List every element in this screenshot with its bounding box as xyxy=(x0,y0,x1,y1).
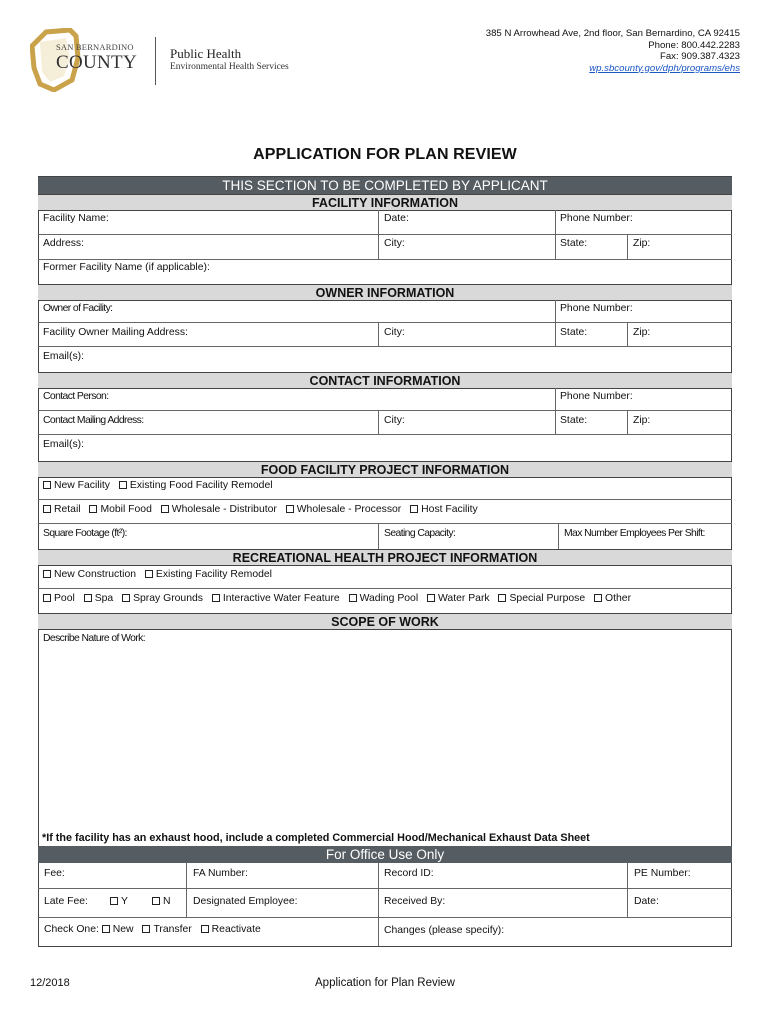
food-opt[interactable]: Retail xyxy=(43,504,81,515)
facility-date-field[interactable]: Date: xyxy=(384,213,409,224)
received-by-field[interactable]: Received By: xyxy=(384,896,446,907)
checkbox[interactable] xyxy=(594,594,602,602)
owner-heading: OWNER INFORMATION xyxy=(38,284,732,301)
row-divider xyxy=(38,523,732,524)
contact-person-field[interactable]: Contact Person: xyxy=(43,391,109,402)
col-divider xyxy=(555,388,556,434)
owner-zip-field[interactable]: Zip: xyxy=(633,327,651,338)
facility-phone-field[interactable]: Phone Number: xyxy=(560,213,633,224)
checkbox[interactable] xyxy=(43,481,51,489)
rec-project-type-row xyxy=(43,569,278,581)
owner-of-facility-field[interactable]: Owner of Facility: xyxy=(43,303,113,314)
owner-city-field[interactable]: City: xyxy=(384,327,405,338)
checkbox[interactable] xyxy=(142,925,150,933)
owner-mailing-address-field[interactable]: Facility Owner Mailing Address: xyxy=(43,327,188,338)
logo-text-main: COUNTY xyxy=(56,52,137,73)
owner-phone-field[interactable]: Phone Number: xyxy=(560,303,633,314)
food-heading: FOOD FACILITY PROJECT INFORMATION xyxy=(38,461,732,478)
checkbox[interactable] xyxy=(102,925,110,933)
food-opt[interactable]: Existing Food Facility Remodel xyxy=(119,480,273,491)
rec-opt[interactable]: Existing Facility Remodel xyxy=(145,569,272,580)
rec-opt[interactable]: Spray Grounds xyxy=(122,593,203,604)
scope-heading: SCOPE OF WORK xyxy=(38,613,732,630)
row-divider xyxy=(38,346,732,347)
department xyxy=(170,47,289,73)
checkbox[interactable] xyxy=(286,505,294,513)
contact-block xyxy=(486,28,740,74)
owner-state-field[interactable]: State: xyxy=(560,327,588,338)
facility-name-field[interactable]: Facility Name: xyxy=(43,213,109,224)
food-facility-type-row xyxy=(43,504,484,516)
checkbox[interactable] xyxy=(119,481,127,489)
late-fee-label: Late Fee: xyxy=(44,896,88,907)
office-use-banner: For Office Use Only xyxy=(38,846,732,863)
checkbox[interactable] xyxy=(43,570,51,578)
rec-opt[interactable]: Wading Pool xyxy=(349,593,419,604)
changes-field[interactable]: Changes (please specify): xyxy=(384,925,505,936)
designated-employee-field[interactable]: Designated Employee: xyxy=(193,896,298,907)
county-logo xyxy=(30,28,140,92)
check-opt[interactable]: Reactivate xyxy=(201,924,261,935)
checkbox[interactable] xyxy=(410,505,418,513)
checkbox[interactable] xyxy=(43,505,51,513)
food-opt[interactable]: New Facility xyxy=(43,480,110,491)
checkbox[interactable] xyxy=(349,594,357,602)
pe-number-field[interactable]: PE Number: xyxy=(634,868,691,879)
contact-zip-field[interactable]: Zip: xyxy=(633,415,651,426)
col-divider xyxy=(378,410,379,434)
facility-heading: FACILITY INFORMATION xyxy=(38,194,732,211)
rec-opt[interactable]: Pool xyxy=(43,593,75,604)
rec-opt[interactable]: Special Purpose xyxy=(498,593,585,604)
exhaust-hood-note: *If the facility has an exhaust hood, include a completed Commercial Hood/Mechanical Exhaust Data Sheet xyxy=(42,832,590,844)
col-divider xyxy=(378,863,379,946)
checkbox[interactable] xyxy=(201,925,209,933)
rec-opt[interactable]: Interactive Water Feature xyxy=(212,593,340,604)
row-divider xyxy=(38,917,732,918)
facility-city-field[interactable]: City: xyxy=(384,238,405,249)
checkbox[interactable] xyxy=(89,505,97,513)
fa-number-field[interactable]: FA Number: xyxy=(193,868,248,879)
checkbox[interactable] xyxy=(122,594,130,602)
checkbox[interactable] xyxy=(84,594,92,602)
col-divider xyxy=(627,234,628,259)
facility-zip-field[interactable]: Zip: xyxy=(633,238,651,249)
food-project-type-row xyxy=(43,480,279,492)
page-title: APPLICATION FOR PLAN REVIEW xyxy=(253,146,517,163)
phone-line: Phone: 800.442.2283 xyxy=(648,39,740,51)
check-one-row: Check One: New Transfer Reactivate xyxy=(44,924,261,935)
facility-address-field[interactable]: Address: xyxy=(43,238,85,249)
department-subtitle: Environmental Health Services xyxy=(170,62,289,72)
contact-phone-field[interactable]: Phone Number: xyxy=(560,391,633,402)
col-divider xyxy=(555,300,556,346)
late-fee-no[interactable]: N xyxy=(152,896,171,908)
fax-line: Fax: 909.387.4323 xyxy=(659,51,740,62)
rec-opt[interactable]: Water Park xyxy=(427,593,490,604)
rec-facility-type-row xyxy=(43,593,637,605)
facility-state-field[interactable]: State: xyxy=(560,238,588,249)
col-divider xyxy=(378,523,379,549)
rec-opt[interactable]: Spa xyxy=(84,593,114,604)
rec-heading: RECREATIONAL HEALTH PROJECT INFORMATION xyxy=(38,549,732,566)
revision-date: 12/2018 xyxy=(30,977,70,989)
checkbox[interactable] xyxy=(212,594,220,602)
fee-field[interactable]: Fee: xyxy=(44,868,65,879)
row-divider xyxy=(38,259,732,260)
seating-capacity-field[interactable]: Seating Capacity: xyxy=(384,528,456,539)
col-divider xyxy=(378,210,379,259)
row-divider xyxy=(38,499,732,500)
late-fee-yes[interactable]: Y xyxy=(110,896,128,908)
contact-state-field[interactable]: State: xyxy=(560,415,588,426)
nature-of-work-field[interactable]: Describe Nature of Work: xyxy=(43,633,146,644)
row-divider xyxy=(38,588,732,589)
check-opt[interactable]: Transfer xyxy=(142,924,191,935)
row-divider xyxy=(38,434,732,435)
square-footage-field[interactable]: Square Footage (ft²): xyxy=(43,528,127,539)
owner-emails-field[interactable]: Email(s): xyxy=(43,351,84,362)
website-link[interactable]: wp.sbcounty.gov/dph/programs/ehs xyxy=(589,62,740,74)
col-divider xyxy=(627,410,628,434)
logo-divider xyxy=(155,37,156,85)
department-name: Public Health xyxy=(170,46,242,61)
food-opt[interactable]: Mobil Food xyxy=(89,504,151,515)
address-line: 385 N Arrowhead Ave, 2nd floor, San Bernardino, CA 92415 xyxy=(485,28,740,39)
col-divider xyxy=(186,863,187,917)
checkbox[interactable] xyxy=(498,594,506,602)
col-divider xyxy=(378,322,379,346)
office-date-field[interactable]: Date: xyxy=(634,896,659,907)
contact-mailing-address-field[interactable]: Contact Mailing Address: xyxy=(43,415,144,426)
rec-opt[interactable]: Other xyxy=(594,593,631,604)
checkbox[interactable] xyxy=(161,505,169,513)
food-opt[interactable]: Host Facility xyxy=(410,504,478,515)
checkbox[interactable] xyxy=(427,594,435,602)
contact-city-field[interactable]: City: xyxy=(384,415,405,426)
food-opt[interactable]: Wholesale - Processor xyxy=(286,504,402,515)
max-employees-field[interactable]: Max Number Employees Per Shift: xyxy=(564,528,705,539)
check-opt[interactable]: New xyxy=(102,924,134,935)
col-divider xyxy=(627,322,628,346)
applicant-banner: THIS SECTION TO BE COMPLETED BY APPLICANT xyxy=(38,177,732,194)
checkbox[interactable] xyxy=(145,570,153,578)
former-facility-name-field[interactable]: Former Facility Name (if applicable): xyxy=(43,262,210,273)
checkbox[interactable] xyxy=(152,897,160,905)
contact-emails-field[interactable]: Email(s): xyxy=(43,439,84,450)
contact-heading: CONTACT INFORMATION xyxy=(38,372,732,389)
col-divider xyxy=(555,210,556,259)
food-opt[interactable]: Wholesale - Distributor xyxy=(161,504,277,515)
col-divider xyxy=(627,863,628,917)
rec-opt[interactable]: New Construction xyxy=(43,569,136,580)
footer-document-name: Application for Plan Review xyxy=(315,977,455,989)
checkbox[interactable] xyxy=(110,897,118,905)
col-divider xyxy=(558,523,559,549)
logo-text-top: SAN BERNARDINO xyxy=(56,42,134,52)
record-id-field[interactable]: Record ID: xyxy=(384,868,434,879)
checkbox[interactable] xyxy=(43,594,51,602)
